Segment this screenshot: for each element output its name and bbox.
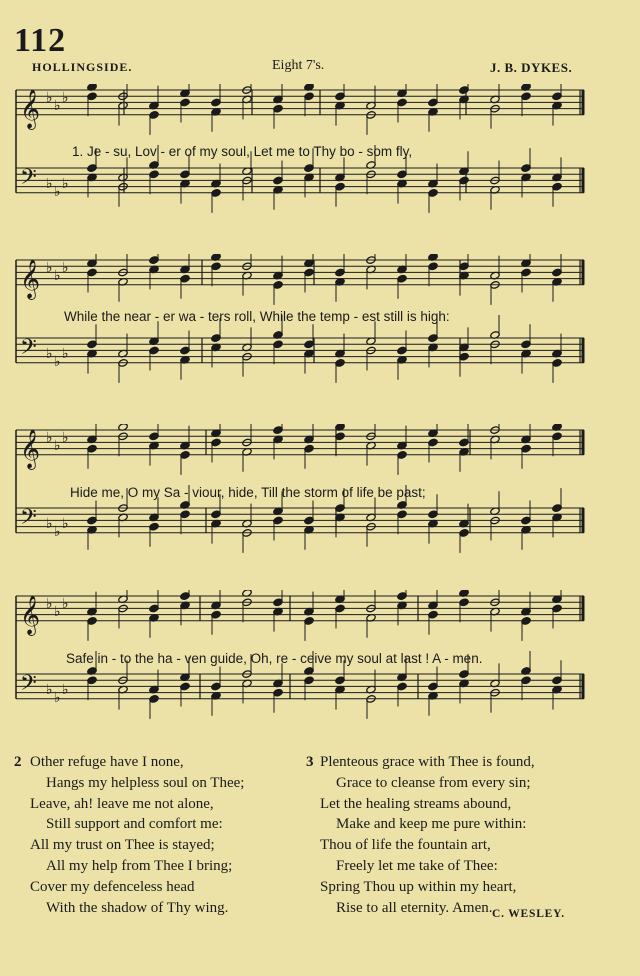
flat-sign-icon: ♭: [54, 354, 61, 370]
music-system-1: [14, 84, 586, 234]
treble-clef-icon: 𝄞: [20, 429, 41, 469]
verse-line: With the shadow of Thy wing.: [46, 899, 229, 916]
hymn-number: 112: [14, 22, 67, 59]
flat-sign-icon: ♭: [54, 690, 61, 706]
verse-line: Let the healing streams abound,: [320, 795, 512, 812]
flat-sign-icon: ♭: [54, 268, 61, 284]
verse-number: 2: [14, 754, 22, 770]
verse-line: Thou of life the fountain art,: [320, 837, 491, 854]
verse-line: Grace to cleanse from every sin;: [336, 774, 531, 791]
flat-sign-icon: ♭: [46, 260, 53, 276]
flat-sign-icon: ♭: [46, 430, 53, 446]
flat-sign-icon: ♭: [54, 524, 61, 540]
music-system-3: [14, 424, 586, 574]
flat-sign-icon: ♭: [46, 682, 53, 698]
flat-sign-icon: ♭: [54, 604, 61, 620]
bass-clef-icon: 𝄢: [20, 505, 37, 535]
flat-sign-icon: ♭: [62, 346, 69, 362]
verse-line: All my help from Thee I bring;: [46, 857, 233, 874]
bass-clef-icon: 𝄢: [20, 165, 37, 195]
flat-sign-icon: ♭: [62, 430, 69, 446]
flat-sign-icon: ♭: [62, 260, 69, 276]
flat-sign-icon: ♭: [46, 596, 53, 612]
bass-clef-icon: 𝄢: [20, 671, 37, 701]
flat-sign-icon: ♭: [46, 90, 53, 106]
verse-number: 3: [306, 754, 314, 770]
treble-clef-icon: 𝄞: [20, 259, 41, 299]
verse-line: All my trust on Thee is stayed;: [30, 837, 215, 854]
lyric-line-4: Safe in - to the ha - ven guide, Oh, re - ceive my soul at last ! A - men.: [66, 651, 483, 666]
verse-line: Other refuge have I none,: [30, 754, 184, 770]
flat-sign-icon: ♭: [62, 596, 69, 612]
verse-line: Make and keep me pure within:: [336, 816, 527, 833]
lyric-line-3: Hide me, O my Sa - viour, hide, Till the storm of life be past;: [70, 485, 426, 500]
treble-clef-icon: 𝄞: [20, 595, 41, 635]
flat-sign-icon: ♭: [54, 98, 61, 114]
lyric-line-1: 1. Je - su, Lov - er of my soul, Let me to Thy bo - som fly,: [72, 144, 413, 159]
flat-sign-icon: ♭: [62, 682, 69, 698]
verse-line: Still support and comfort me:: [46, 816, 223, 833]
flat-sign-icon: ♭: [46, 176, 53, 192]
verse-line: Spring Thou up within my heart,: [320, 878, 517, 895]
flat-sign-icon: ♭: [46, 516, 53, 532]
flat-sign-icon: ♭: [54, 184, 61, 200]
verse-line: Rise to all eternity. Amen.: [336, 899, 493, 916]
treble-clef-icon: 𝄞: [20, 89, 41, 129]
flat-sign-icon: ♭: [62, 176, 69, 192]
verse-line: Freely let me take of Thee:: [336, 857, 498, 874]
bass-clef-icon: 𝄢: [20, 335, 37, 365]
flat-sign-icon: ♭: [46, 346, 53, 362]
tune-name: HOLLINGSIDE.: [32, 60, 133, 74]
lyric-line-2: While the near - er wa - ters roll, While the temp - est still is high:: [64, 309, 450, 324]
verse-line: Cover my defenceless head: [30, 878, 195, 895]
music-system-2: [14, 254, 586, 404]
verse-2: [14, 752, 244, 918]
verse-3: [306, 752, 535, 918]
composer: J. B. DYKES.: [490, 60, 573, 75]
verse-line: Leave, ah! leave me not alone,: [30, 795, 214, 812]
flat-sign-icon: ♭: [54, 438, 61, 454]
music-staves-2: [14, 254, 586, 394]
meter: Eight 7's.: [272, 58, 325, 73]
verse-line: Hangs my helpless soul on Thee;: [46, 774, 245, 791]
music-system-4: [14, 590, 586, 740]
flat-sign-icon: ♭: [62, 90, 69, 106]
verse-line: Plenteous grace with Thee is found,: [320, 754, 535, 770]
author: C. WESLEY.: [492, 908, 565, 920]
flat-sign-icon: ♭: [62, 516, 69, 532]
